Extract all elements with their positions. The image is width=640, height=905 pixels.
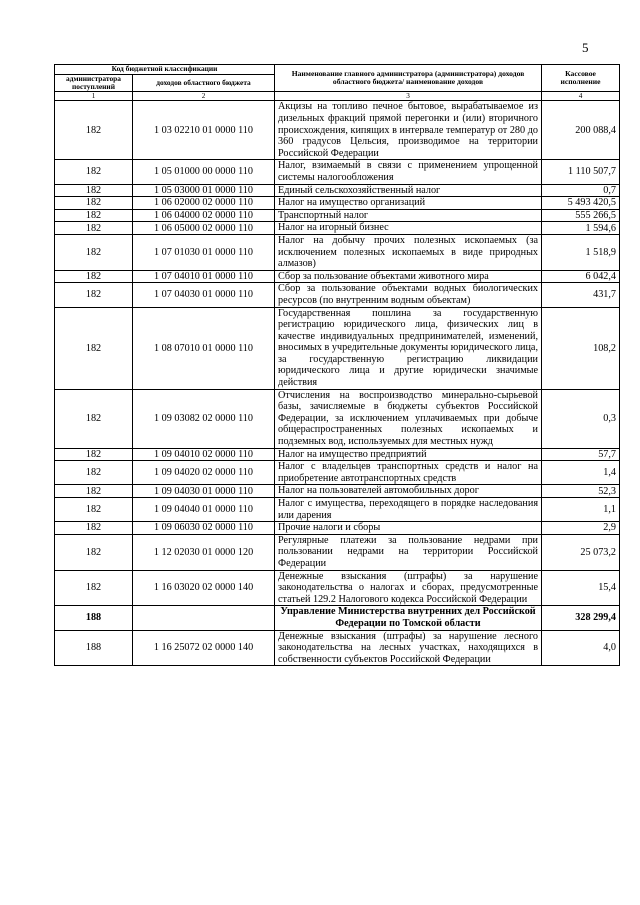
cell-name: Сбор за пользование объектами животного мира (275, 270, 542, 283)
cell-amount: 108,2 (542, 307, 620, 389)
table-row (55, 234, 620, 270)
col-number: 1 (55, 92, 133, 101)
cell-admin: 182 (55, 270, 133, 283)
cell-code (133, 606, 275, 630)
table-row (55, 461, 620, 485)
table-row (55, 534, 620, 570)
cell-admin: 182 (55, 160, 133, 184)
col-number: 2 (133, 92, 275, 101)
cell-name: Единый сельскохозяйственный налог (275, 184, 542, 197)
cell-amount: 0,7 (542, 184, 620, 197)
cell-amount: 1,4 (542, 461, 620, 485)
cell-code: 1 09 04040 01 0000 110 (133, 498, 275, 522)
table-header (55, 65, 620, 101)
cell-amount: 200 088,4 (542, 101, 620, 160)
cell-name: Налог на пользователей автомобильных дорог (275, 485, 542, 498)
cell-code: 1 07 04010 01 0000 110 (133, 270, 275, 283)
cell-amount: 15,4 (542, 570, 620, 606)
cell-code: 1 06 04000 02 0000 110 (133, 209, 275, 222)
cell-amount: 431,7 (542, 283, 620, 307)
cell-admin: 182 (55, 184, 133, 197)
cell-name: Денежные взыскания (штрафы) за нарушение лесного законодательства на лесных участках, находящихся в собственности субъектов Российской Федерации (275, 630, 542, 666)
cell-admin: 182 (55, 389, 133, 448)
table-row (55, 184, 620, 197)
table-row (55, 606, 620, 630)
cell-code: 1 09 06030 02 0000 110 (133, 522, 275, 535)
cell-name: Регулярные платежи за пользование недрами при пользовании недрами на территории Российской Федерации (275, 534, 542, 570)
table-row (55, 209, 620, 222)
cell-admin: 182 (55, 448, 133, 461)
cell-admin: 182 (55, 522, 133, 535)
cell-admin: 182 (55, 222, 133, 235)
cell-amount: 2,9 (542, 522, 620, 535)
cell-amount: 52,3 (542, 485, 620, 498)
table-row (55, 197, 620, 210)
table-row (55, 307, 620, 389)
cell-name: Прочие налоги и сборы (275, 522, 542, 535)
cell-code: 1 16 03020 02 0000 140 (133, 570, 275, 606)
table-row (55, 283, 620, 307)
cell-name: Налог на игорный бизнес (275, 222, 542, 235)
table-row (55, 448, 620, 461)
cell-code: 1 07 01030 01 0000 110 (133, 234, 275, 270)
table-row (55, 498, 620, 522)
table-row (55, 389, 620, 448)
cell-name: Управление Министерства внутренних дел Российской Федерации по Томской области (275, 606, 542, 630)
cell-name: Акцизы на топливо печное бытовое, вырабатываемое из дизельных фракций прямой перегонки и (или) вторичного происхождения, кипящих в интервале температур от 280 до 360 градусов Цельсия, производимое на территории Российской Федерации (275, 101, 542, 160)
cell-admin: 182 (55, 498, 133, 522)
cell-name: Денежные взыскания (штрафы) за нарушение законодательства о налогах и сборах, предусмотренные статьей 129.2 Налогового кодекса Российской Федерации (275, 570, 542, 606)
table-row (55, 522, 620, 535)
cell-code: 1 05 01000 00 0000 110 (133, 160, 275, 184)
cell-admin: 182 (55, 485, 133, 498)
cell-name: Налог с владельцев транспортных средств и налог на приобретение автотранспортных средств (275, 461, 542, 485)
cell-admin: 182 (55, 307, 133, 389)
table-row (55, 160, 620, 184)
cell-code: 1 16 25072 02 0000 140 (133, 630, 275, 666)
cell-code: 1 08 07010 01 0000 110 (133, 307, 275, 389)
page-number: 5 (582, 40, 589, 55)
cell-code: 1 03 02210 01 0000 110 (133, 101, 275, 160)
cell-code: 1 09 04020 02 0000 110 (133, 461, 275, 485)
table-row (55, 570, 620, 606)
cell-admin: 188 (55, 606, 133, 630)
cell-amount: 0,3 (542, 389, 620, 448)
cell-code: 1 06 05000 02 0000 110 (133, 222, 275, 235)
cell-amount: 5 493 420,5 (542, 197, 620, 210)
header-code-group: Код бюджетной классификации (55, 65, 275, 75)
cell-name: Налог на имущество организаций (275, 197, 542, 210)
cell-code: 1 05 03000 01 0000 110 (133, 184, 275, 197)
header-name: Наименование главного администратора (администратора) доходов областного бюджета/ наименование доходов (275, 65, 542, 92)
header-admin: администратора поступлений (55, 75, 133, 92)
cell-code: 1 12 02030 01 0000 120 (133, 534, 275, 570)
cell-admin: 182 (55, 197, 133, 210)
cell-amount: 4,0 (542, 630, 620, 666)
cell-admin: 182 (55, 534, 133, 570)
cell-name: Транспортный налог (275, 209, 542, 222)
table-row (55, 630, 620, 666)
cell-amount: 1 110 507,7 (542, 160, 620, 184)
cell-code: 1 09 04010 02 0000 110 (133, 448, 275, 461)
col-number: 4 (542, 92, 620, 101)
cell-amount: 6 042,4 (542, 270, 620, 283)
cell-code: 1 07 04030 01 0000 110 (133, 283, 275, 307)
cell-amount: 57,7 (542, 448, 620, 461)
cell-code: 1 06 02000 02 0000 110 (133, 197, 275, 210)
cell-name: Государственная пошлина за государственную регистрацию юридического лица, физических лиц в качестве индивидуальных предпринимателей, изменений, вносимых в учредительные документы юридического лица, за государственную регистрацию ликвидации юридического лица и другие юридически значимые действия (275, 307, 542, 389)
cell-name: Налог на имущество предприятий (275, 448, 542, 461)
cell-admin: 182 (55, 209, 133, 222)
cell-admin: 188 (55, 630, 133, 666)
cell-admin: 182 (55, 101, 133, 160)
cell-code: 1 09 04030 01 0000 110 (133, 485, 275, 498)
table-row (55, 101, 620, 160)
header-income: доходов областного бюджета (133, 75, 275, 92)
cell-amount: 1 594,6 (542, 222, 620, 235)
table-row (55, 485, 620, 498)
cell-name: Сбор за пользование объектами водных биологических ресурсов (по внутренним водным объектам) (275, 283, 542, 307)
cell-amount: 1,1 (542, 498, 620, 522)
cell-amount: 328 299,4 (542, 606, 620, 630)
cell-code: 1 09 03082 02 0000 110 (133, 389, 275, 448)
budget-table (54, 64, 620, 666)
cell-admin: 182 (55, 283, 133, 307)
cell-amount: 25 073,2 (542, 534, 620, 570)
cell-admin: 182 (55, 461, 133, 485)
col-number: 3 (275, 92, 542, 101)
cell-name: Отчисления на воспроизводство минерально-сырьевой базы, зачисляемые в бюджеты субъектов Российской Федерации, за исключением уплачиваемых при добыче общераспространенных полезных ископаемых и подземных вод, используемых для местных нужд (275, 389, 542, 448)
cell-admin: 182 (55, 234, 133, 270)
cell-name: Налог на добычу прочих полезных ископаемых (за исключением полезных ископаемых в виде природных алмазов) (275, 234, 542, 270)
table-row (55, 222, 620, 235)
header-amount: Кассовое исполнение (542, 65, 620, 92)
cell-amount: 555 266,5 (542, 209, 620, 222)
cell-name: Налог, взимаемый в связи с применением упрощенной системы налогообложения (275, 160, 542, 184)
table-body (55, 101, 620, 666)
cell-admin: 182 (55, 570, 133, 606)
cell-amount: 1 518,9 (542, 234, 620, 270)
table-row (55, 270, 620, 283)
cell-name: Налог с имущества, переходящего в порядке наследования или дарения (275, 498, 542, 522)
